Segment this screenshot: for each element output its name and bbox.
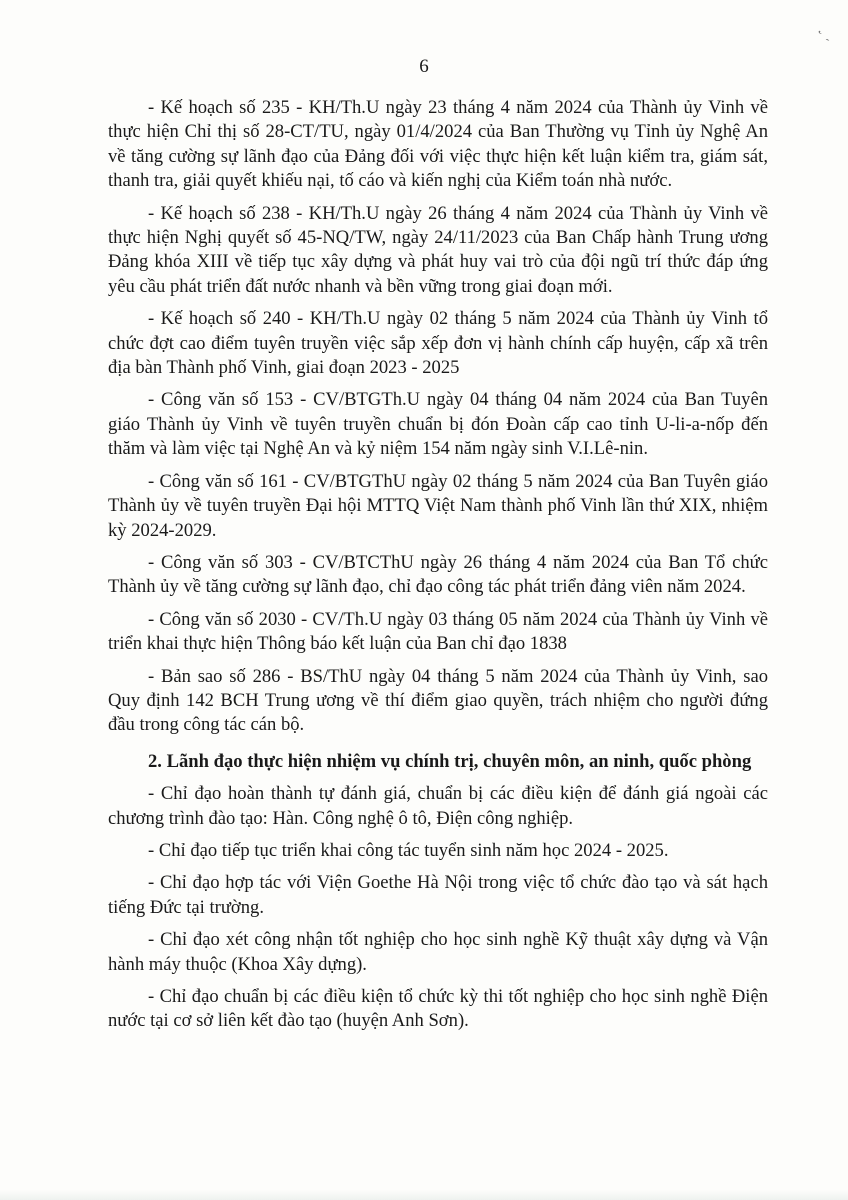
- list-item: - Công văn số 153 - CV/BTGTh.U ngày 04 tháng 04 năm 2024 của Ban Tuyên giáo Thành ủy Vinh về tuyên truyền chuẩn bị đón Đoàn cấp cao tỉnh U-li-a-nốp đến thăm và làm việc tại Nghệ An và kỷ niệm 154 năm ngày sinh V.I.Lê-nin.: [108, 389, 768, 460]
- scan-corner-mark: ʽˎ: [816, 26, 831, 45]
- scan-bottom-edge: [0, 1190, 848, 1200]
- list-item: - Công văn số 161 - CV/BTGThU ngày 02 tháng 5 năm 2024 của Ban Tuyên giáo Thành ủy về tuyên truyền Đại hội MTTQ Việt Nam thành phố Vinh lần thứ XIX, nhiệm kỳ 2024-2029.: [108, 470, 768, 541]
- list-item: - Kế hoạch số 240 - KH/Th.U ngày 02 tháng 5 năm 2024 của Thành ủy Vinh tổ chức đợt cao điểm tuyên truyền việc sắp xếp đơn vị hành chính cấp huyện, cấp xã trên địa bàn Thành phố Vinh, giai đoạn 2023 - 2025: [108, 308, 768, 379]
- list-item: - Chỉ đạo tiếp tục triển khai công tác tuyển sinh năm học 2024 - 2025.: [148, 839, 669, 861]
- list-item: - Công văn số 303 - CV/BTCThU ngày 26 tháng 4 năm 2024 của Ban Tổ chức Thành ủy về tăng cường sự lãnh đạo, chỉ đạo công tác phát triển đảng viên năm 2024.: [108, 551, 768, 598]
- list-item: - Chỉ đạo xét công nhận tốt nghiệp cho học sinh nghề Kỹ thuật xây dựng và Vận hành máy thuộc (Khoa Xây dựng).: [108, 929, 768, 975]
- list-item: - Công văn số 2030 - CV/Th.U ngày 03 tháng 05 năm 2024 của Thành ủy Vinh về triển khai thực hiện Thông báo kết luận của Ban chỉ đạo 1838: [108, 608, 768, 655]
- section-heading: 2. Lãnh đạo thực hiện nhiệm vụ chính trị, chuyên môn, an ninh, quốc phòng: [148, 750, 752, 772]
- list-item: - Chỉ đạo hợp tác với Viện Goethe Hà Nội trong việc tổ chức đào tạo và sát hạch tiếng Đức tại trường.: [108, 872, 768, 918]
- list-item: - Chỉ đạo hoàn thành tự đánh giá, chuẩn bị các điều kiện để đánh giá ngoài các chương trình đào tạo: Hàn. Công nghệ ô tô, Điện công nghiệp.: [108, 783, 768, 829]
- list-item: - Bản sao số 286 - BS/ThU ngày 04 tháng 5 năm 2024 của Thành ủy Vinh, sao Quy định 142 BCH Trung ương về thí điểm giao quyền, trách nhiệm cho người đứng đầu trong công tác cán bộ.: [108, 665, 768, 736]
- list-item: - Chỉ đạo chuẩn bị các điều kiện tổ chức kỳ thi tốt nghiệp cho học sinh nghề Điện nước tại cơ sở liên kết đào tạo (huyện Anh Sơn).: [108, 986, 768, 1032]
- list-item: - Kế hoạch số 235 - KH/Th.U ngày 23 tháng 4 năm 2024 của Thành ủy Vinh về thực hiện Chỉ thị số 28-CT/TU, ngày 01/4/2024 của Ban Thường vụ Tỉnh ủy Nghệ An về tăng cường sự lãnh đạo của Đảng đối với việc thực hiện kết luận kiểm tra, giám sát, thanh tra, giải quyết khiếu nại, tố cáo và kiến nghị của Kiểm toán nhà nước.: [108, 97, 768, 192]
- page-number: 6: [419, 56, 429, 77]
- document-body: [108, 96, 768, 1042]
- list-item: - Kế hoạch số 238 - KH/Th.U ngày 26 tháng 4 năm 2024 của Thành ủy Vinh về thực hiện Nghị quyết số 45-NQ/TW, ngày 24/11/2023 của Ban Chấp hành Trung ương Đảng khóa XIII về tiếp tục xây dựng và phát huy vai trò của đội ngũ trí thức đáp ứng yêu cầu phát triển đất nước nhanh và bền vững trong giai đoạn mới.: [108, 202, 768, 297]
